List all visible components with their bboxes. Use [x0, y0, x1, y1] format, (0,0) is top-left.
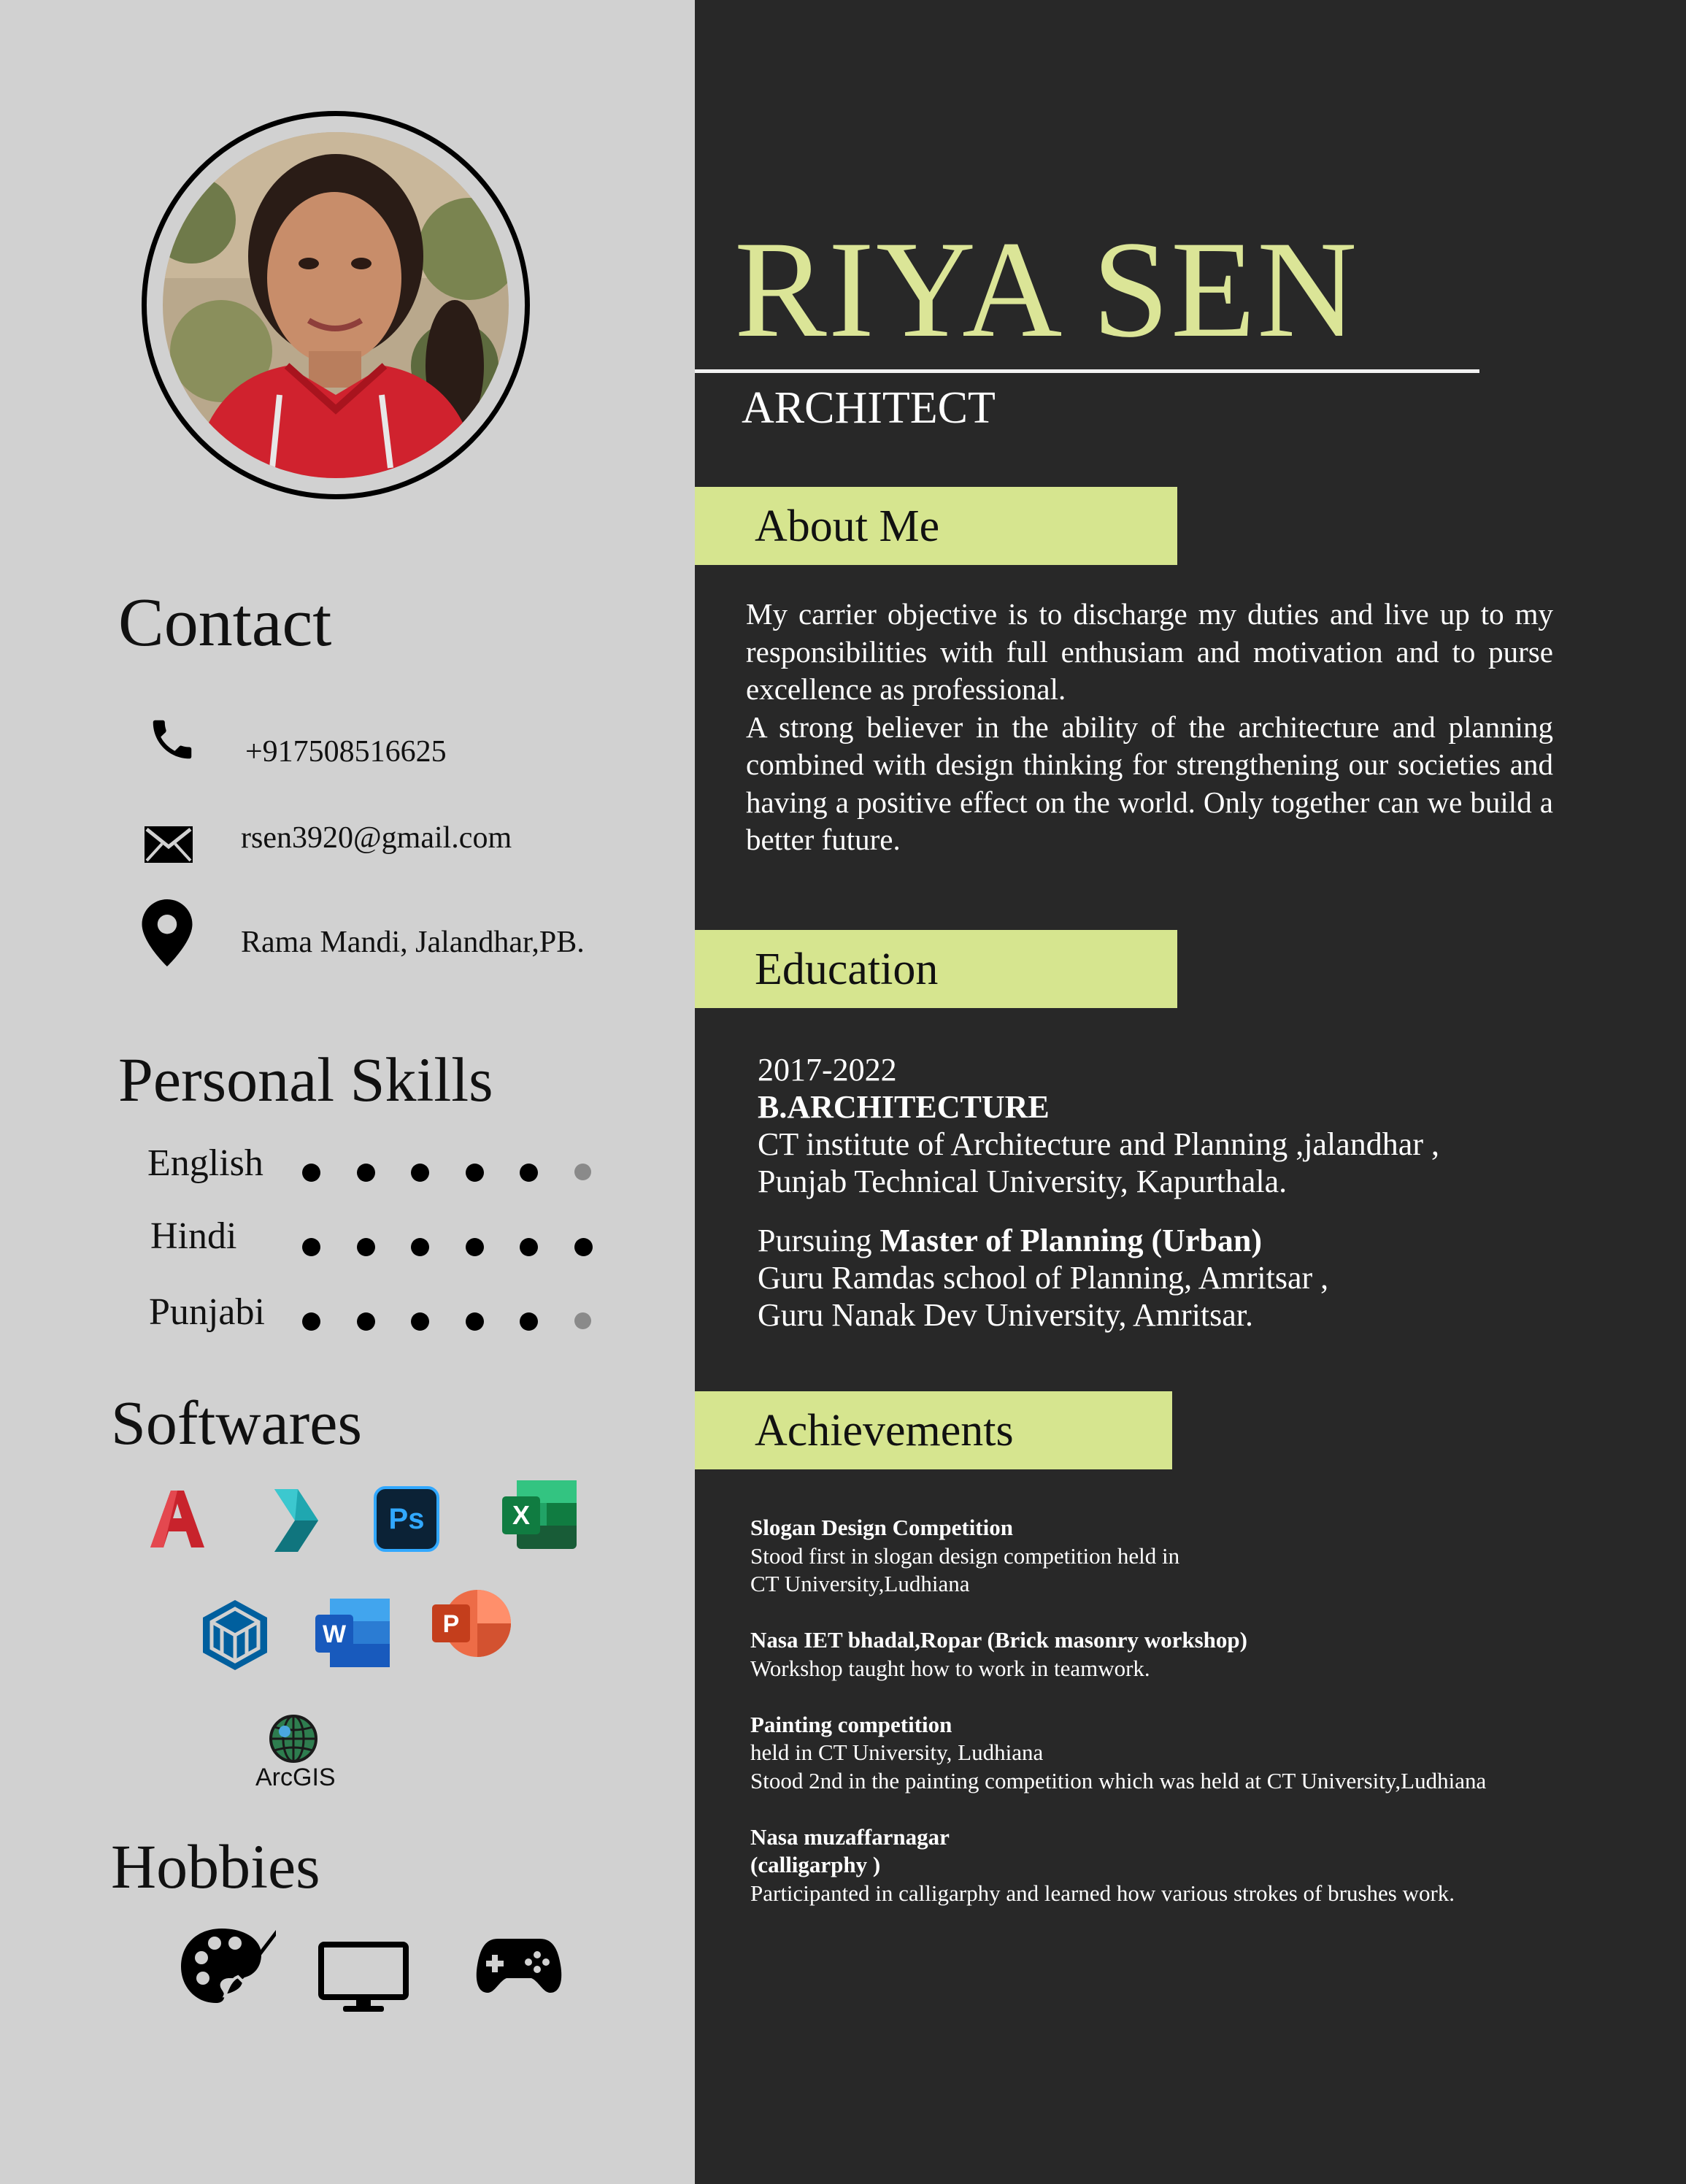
achievement-detail: held in CT University, Ludhiana	[750, 1739, 1044, 1765]
about-me-text	[746, 596, 1553, 859]
about-me-banner	[695, 487, 1177, 565]
email-icon	[145, 826, 193, 863]
rating-dot-partial	[574, 1164, 591, 1180]
achievement-detail: Stood first in slogan design competition held in	[750, 1542, 1180, 1569]
education-university: Punjab Technical University, Kapurthala.	[758, 1164, 1287, 1199]
rating-dot-filled	[302, 1164, 320, 1182]
rating-dot-filled	[357, 1164, 375, 1182]
list-item	[750, 1711, 1641, 1796]
powerpoint-icon	[432, 1588, 512, 1658]
about-paragraph-1: My carrier objective is to discharge my duties and live up to my responsibilities with full enthusiam and motivation and to purse excellence as professional.	[746, 597, 1553, 706]
education-degree: B.ARCHITECTURE	[758, 1089, 1050, 1125]
svg-text:Ps: Ps	[388, 1503, 425, 1535]
rating-dot-filled	[466, 1312, 484, 1331]
achievements-banner	[695, 1391, 1172, 1469]
profile-photo	[163, 132, 509, 478]
3ds-max-icon	[269, 1488, 320, 1553]
achievement-title: Painting competition	[750, 1711, 952, 1737]
achievements-heading: Achievements	[755, 1405, 1014, 1456]
achievements-list	[750, 1514, 1641, 1936]
location-pin-icon	[142, 899, 193, 966]
rating-dot-filled	[302, 1312, 320, 1331]
achievement-detail: Workshop taught how to work in teamwork.	[750, 1655, 1150, 1681]
list-item	[750, 1514, 1641, 1599]
contact-heading: Contact	[118, 585, 332, 661]
rating-dot-filled	[302, 1238, 320, 1256]
name-divider	[695, 369, 1479, 373]
svg-text:W: W	[322, 1620, 347, 1648]
painting-palette-icon	[180, 1926, 277, 2006]
list-item	[750, 1823, 1641, 1908]
skill-english-label: English	[147, 1142, 263, 1184]
word-icon	[315, 1599, 391, 1667]
skill-punjabi-label: Punjabi	[149, 1291, 265, 1333]
phone-icon	[146, 714, 199, 765]
achievement-detail: CT University,Ludhiana	[750, 1571, 970, 1596]
phone-number[interactable]: +917508516625	[245, 735, 447, 769]
personal-skills-heading: Personal Skills	[118, 1045, 493, 1115]
arcgis-label: ArcGIS	[255, 1764, 336, 1791]
achievement-title: Nasa IET bhadal,Ropar (Brick masonry workshop)	[750, 1627, 1247, 1653]
education-heading: Education	[755, 944, 939, 994]
excel-icon	[502, 1480, 578, 1549]
about-paragraph-2: A strong believer in the ability of the architecture and planning combined with design thinking for strengthening our societies and having a positive effect on the world. Only together can we build a better future.	[746, 710, 1553, 856]
education-institute: CT institute of Architecture and Planning ,jalandhar ,	[758, 1126, 1439, 1162]
education-years: 2017-2022	[758, 1052, 897, 1088]
education-degree: Master of Planning (Urban)	[879, 1223, 1262, 1258]
education-entry-2	[758, 1222, 1328, 1334]
arcgis-icon	[269, 1714, 318, 1764]
achievement-detail: Stood 2nd in the painting competition which was held at CT University,Ludhiana	[750, 1767, 1487, 1793]
autocad-icon	[149, 1489, 206, 1549]
rating-dot-filled	[466, 1164, 484, 1182]
game-controller-icon	[476, 1936, 562, 1994]
job-title: ARCHITECT	[742, 383, 996, 433]
skill-hindi-label: Hindi	[150, 1215, 237, 1257]
list-item	[750, 1626, 1641, 1683]
rating-dot-filled	[357, 1312, 375, 1331]
rating-dot-filled	[411, 1164, 429, 1182]
about-me-heading: About Me	[755, 501, 940, 551]
rating-dot-filled	[520, 1238, 538, 1256]
svg-text:X: X	[512, 1500, 531, 1530]
computer-monitor-icon	[318, 1942, 409, 2013]
education-institute: Guru Ramdas school of Planning, Amritsar ,	[758, 1260, 1329, 1296]
rating-dot-filled	[520, 1312, 538, 1331]
email-address[interactable]: rsen3920@gmail.com	[241, 821, 512, 855]
location-text: Rama Mandi, Jalandhar,PB.	[241, 926, 585, 959]
education-university: Guru Nanak Dev University, Amritsar.	[758, 1297, 1254, 1333]
person-name: RIYA SEN	[734, 213, 1359, 366]
rating-dot-filled	[466, 1238, 484, 1256]
rating-dot-filled	[520, 1164, 538, 1182]
achievement-subtitle: (calligarphy )	[750, 1852, 881, 1877]
rating-dot-filled	[357, 1238, 375, 1256]
avatar	[142, 111, 530, 499]
hobbies-heading: Hobbies	[111, 1831, 320, 1902]
achievement-title: Nasa muzaffarnagar	[750, 1823, 950, 1850]
education-status: Pursuing	[758, 1223, 872, 1258]
education-banner	[695, 930, 1177, 1008]
svg-text:P: P	[442, 1610, 460, 1638]
achievement-title: Slogan Design Competition	[750, 1515, 1013, 1540]
achievement-detail: Participanted in calligarphy and learned how various strokes of brushes work.	[750, 1880, 1455, 1906]
rating-dot-filled	[574, 1238, 593, 1256]
photoshop-icon	[374, 1486, 439, 1552]
rating-dot-partial	[574, 1312, 591, 1329]
rating-dot-filled	[411, 1312, 429, 1331]
education-entry-1	[758, 1051, 1439, 1200]
sketchup-icon	[201, 1599, 269, 1672]
softwares-heading: Softwares	[111, 1388, 362, 1458]
rating-dot-filled	[411, 1238, 429, 1256]
